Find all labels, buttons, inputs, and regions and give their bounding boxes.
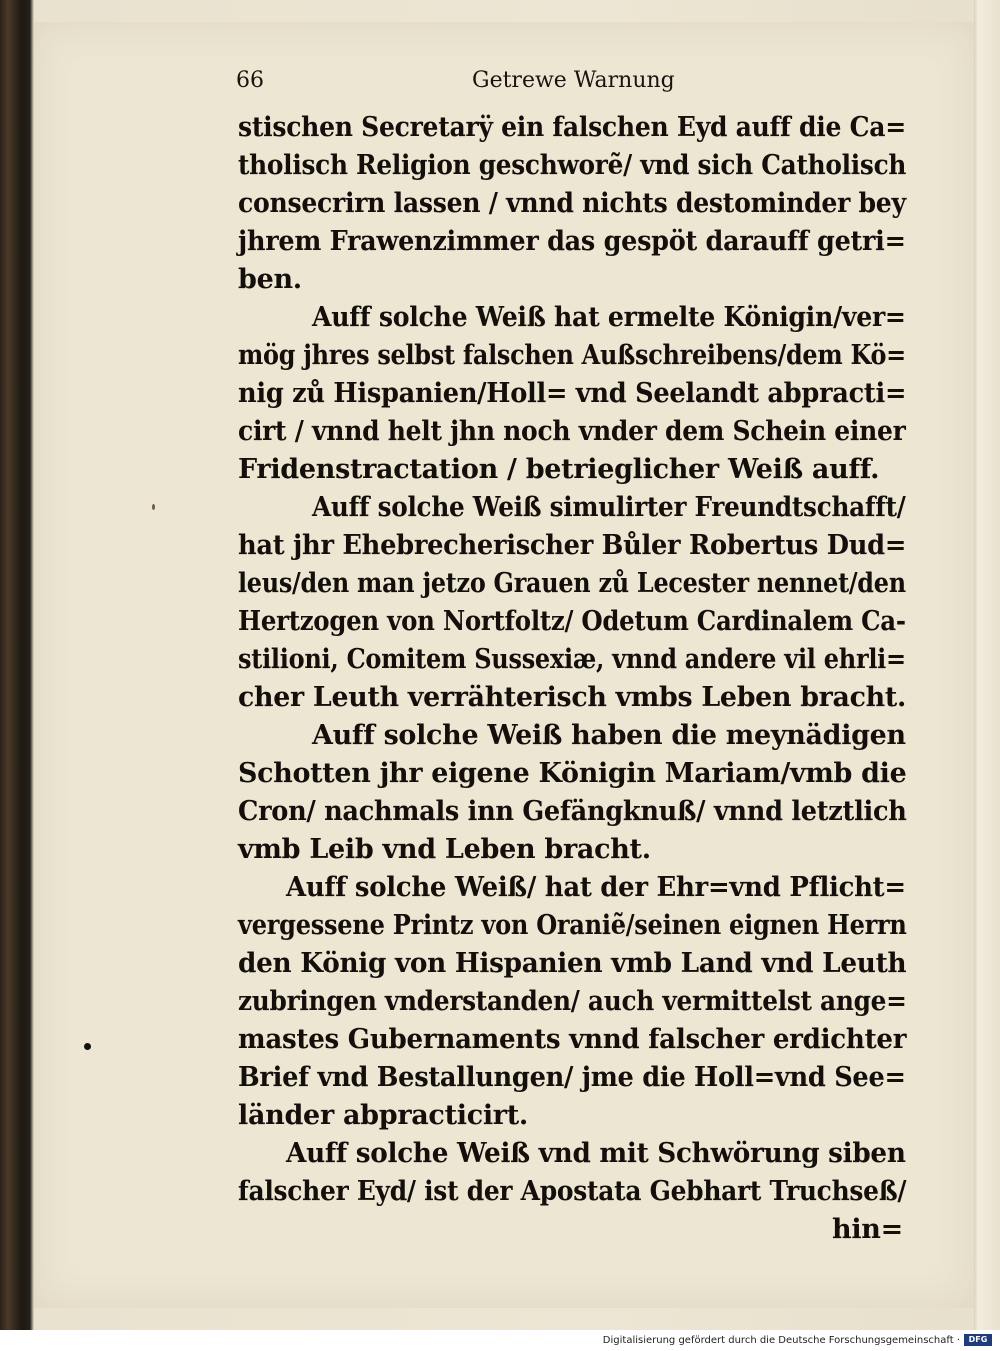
text-line: consecrirn lassen / vnnd nichts destominder bey bbox=[238, 188, 906, 219]
text-line: hin= bbox=[832, 1214, 903, 1245]
text-line: länder abpracticirt. bbox=[238, 1100, 528, 1131]
page-edge bbox=[974, 0, 1000, 1330]
text-line: cirt / vnnd helt jhn noch vnder dem Schein einer bbox=[238, 416, 906, 447]
text-line: zubringen vnderstanden/ auch vermittelst ange= bbox=[238, 986, 907, 1017]
page-number: 66 bbox=[236, 68, 264, 93]
text-line: falscher Eyd/ ist der Apostata Gebhart Truchseß/ bbox=[238, 1176, 907, 1207]
text-line: Auff solche Weiß simulirter Freundtschafft/ bbox=[312, 492, 906, 523]
text-line: Cron/ nachmals inn Gefängknuß/ vnnd letztlich bbox=[238, 796, 907, 827]
text-line: Auff solche Weiß hat ermelte Königin/ver= bbox=[312, 302, 906, 333]
text-line: Fridenstractation / betrieglicher Weiß auff. bbox=[238, 454, 880, 485]
text-line: vmb Leib vnd Leben bracht. bbox=[238, 834, 651, 865]
text-line: Auff solche Weiß haben die meynädigen bbox=[312, 720, 906, 751]
text-line: leus/den man jetzo Grauen zů Lecester nennet/den bbox=[238, 568, 906, 599]
ink-spot bbox=[84, 1043, 91, 1050]
page-header bbox=[236, 68, 716, 102]
text-line: stilioni, Comitem Sussexiæ, vnnd andere vil ehrli= bbox=[238, 644, 906, 675]
text-line: den König von Hispanien vmb Land vnd Leuth bbox=[238, 948, 907, 979]
text-line: stischen Secretarÿ ein falschen Eyd auff die Ca= bbox=[238, 112, 906, 143]
text-line: jhrem Frawenzimmer das gespöt darauff getri= bbox=[238, 226, 906, 257]
text-line: ben. bbox=[238, 264, 302, 295]
text-line: mög jhres selbst falschen Außschreibens/dem Kö= bbox=[238, 340, 906, 371]
text-line: hat jhr Ehebrecherischer Bůler Robertus Dud= bbox=[238, 530, 907, 561]
text-line: Schotten jhr eigene Königin Mariam/vmb die bbox=[238, 758, 907, 789]
text-line: vergessene Printz von Oraniẽ/seinen eignen Herrn bbox=[238, 910, 907, 941]
text-line: Brief vnd Bestallungen/ jme die Holl=vnd See= bbox=[238, 1062, 906, 1093]
text-line: nig zů Hispanien/Holl= vnd Seelandt abpracti= bbox=[238, 378, 907, 409]
digitization-credit: Digitalisierung gefördert durch die Deutsche Forschungsgemeinschaft · bbox=[602, 1335, 960, 1346]
text-line: mastes Gubernaments vnnd falscher erdichter bbox=[238, 1024, 907, 1055]
ink-spot bbox=[152, 504, 155, 510]
text-line: Auff solche Weiß vnd mit Schwörung siben bbox=[286, 1138, 906, 1169]
text-line: Auff solche Weiß/ hat der Ehr=vnd Pflicht= bbox=[286, 872, 906, 903]
text-line: Hertzogen von Nortfoltz/ Odetum Cardinalem Ca- bbox=[238, 606, 906, 637]
running-title: Getrewe Warnung bbox=[472, 68, 675, 93]
dfg-logo: DFG bbox=[964, 1334, 992, 1346]
text-line: tholisch Religion geschworẽ/ vnd sich Catholisch bbox=[238, 150, 907, 181]
text-line: cher Leuth verrähterisch vmbs Leben bracht. bbox=[238, 682, 907, 713]
